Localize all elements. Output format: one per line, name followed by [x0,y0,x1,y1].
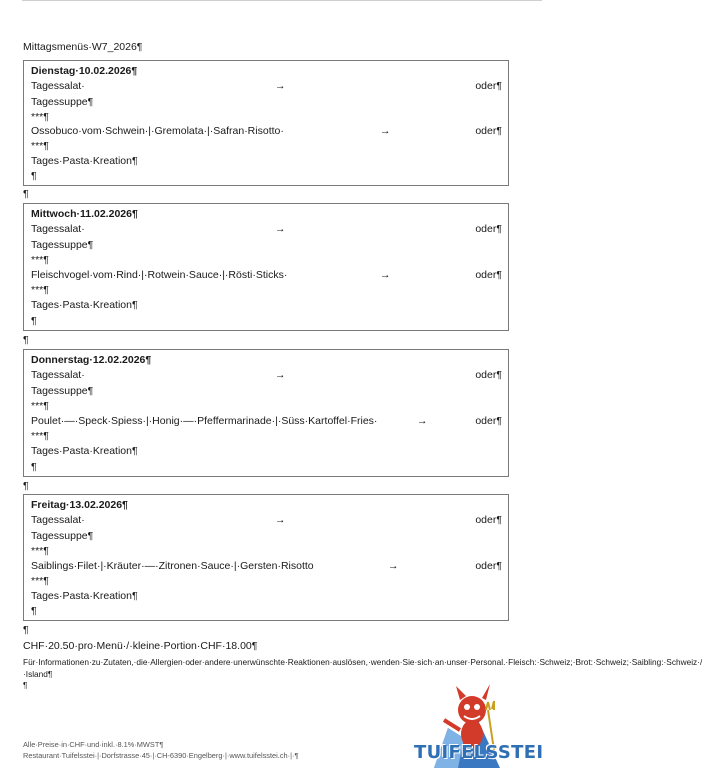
paragraph-mark: ¶ [23,681,28,690]
soup-line: Tagessuppe¶ [31,530,94,542]
salad-line: Tagessalat· [31,223,85,235]
salad-line: Tagessalat· [31,369,85,381]
tab-arrow: → [275,369,286,381]
pasta-line: Tages·Pasta·Kreation¶ [31,299,138,311]
day-box-wednesday[interactable] [23,203,509,331]
separator-line: ***¶ [31,575,49,587]
document-title[interactable]: Mittagsmenüs·W7_2026¶ [23,41,143,53]
day-heading: Donnerstag·12.02.2026¶ [31,354,152,366]
oder-label: oder¶ [475,560,502,572]
soup-line: Tagessuppe¶ [31,385,94,397]
allergen-info-text[interactable]: Für·Informationen·zu·Zutaten,·die·Allergien·oder·andere·unerwünschte·Reaktionen·auslösen,·wenden·Sie·sich·an·unser·Personal.·Fleisch:·Schweiz;·Brot:·Schweiz;·Saibling:·Schweiz·/·Island¶ [23,657,702,679]
tab-arrow: → [380,269,391,281]
tab-arrow: → [380,125,391,137]
menu-price-line[interactable]: CHF·20.50·pro·Menü·/·kleine·Portion·CHF·18.00¶ [23,640,258,652]
pasta-line: Tages·Pasta·Kreation¶ [31,590,138,602]
separator-line: ***¶ [31,284,49,296]
tab-arrow: → [417,415,428,427]
separator-line: ***¶ [31,545,49,557]
day-heading: Dienstag·10.02.2026¶ [31,65,138,77]
footer-prices-note[interactable]: Alle·Preise·in·CHF·und·inkl.·8.1%·MWST¶ [23,740,164,749]
paragraph-mark: ¶ [31,170,37,182]
tab-arrow: → [275,80,286,92]
separator-line: ***¶ [31,430,49,442]
day-box-friday[interactable] [23,494,509,621]
paragraph-mark: ¶ [23,480,29,492]
separator-line: ***¶ [31,111,49,123]
oder-label: oder¶ [475,415,502,427]
soup-line: Tagessuppe¶ [31,96,94,108]
devil-horn-right [482,684,490,700]
devil-eye [474,704,480,710]
main-dish-line: Ossobuco·vom·Schwein·|·Gremolata·|·Safran·Risotto· [31,125,284,137]
pitchfork-head [486,701,494,710]
oder-label: oder¶ [475,369,502,381]
pasta-line: Tages·Pasta·Kreation¶ [31,445,138,457]
separator-line: ***¶ [31,400,49,412]
separator-line: ***¶ [31,254,49,266]
oder-label: oder¶ [475,514,502,526]
oder-label: oder¶ [475,269,502,281]
paragraph-mark: ¶ [31,461,37,473]
oder-label: oder¶ [475,223,502,235]
paragraph-mark: ¶ [23,334,29,346]
devil-horn-left [456,686,466,700]
page-top-rule [22,0,542,1]
paragraph-mark: ¶ [23,188,29,200]
paragraph-mark: ¶ [23,624,29,636]
soup-line: Tagessuppe¶ [31,239,94,251]
devil-eye [464,704,470,710]
footer-address[interactable]: Restaurant·Tuifelsstei·|·Dorfstrasse·45·|·CH-6390·Engelberg·|·www.tuifelsstei.ch·|·¶ [23,751,299,760]
tab-arrow: → [275,223,286,235]
paragraph-mark: ¶ [31,605,37,617]
salad-line: Tagessalat· [31,514,85,526]
day-box-thursday[interactable] [23,349,509,477]
day-heading: Freitag·13.02.2026¶ [31,499,128,511]
tab-arrow: → [388,560,399,572]
oder-label: oder¶ [475,80,502,92]
pasta-line: Tages·Pasta·Kreation¶ [31,155,138,167]
main-dish-line: Poulet·—·Speck·Spiess·|·Honig·—·Pfeffermarinade·|·Süss·Kartoffel·Fries· [31,415,378,427]
separator-line: ***¶ [31,140,49,152]
tab-arrow: → [275,514,286,526]
oder-label: oder¶ [475,125,502,137]
salad-line: Tagessalat· [31,80,85,92]
devil-arm [444,720,460,730]
main-dish-line: Saiblings·Filet·|·Kräuter·—·Zitronen·Sauce·|·Gersten·Risotto [31,560,314,572]
main-dish-line: Fleischvogel·vom·Rind·|·Rotwein·Sauce·|·Rösti·Sticks· [31,269,288,281]
day-box-tuesday[interactable] [23,60,509,186]
logo-wordmark: TUIFELSSTEI [414,742,544,763]
day-heading: Mittwoch·11.02.2026¶ [31,208,138,220]
paragraph-mark: ¶ [31,315,37,327]
